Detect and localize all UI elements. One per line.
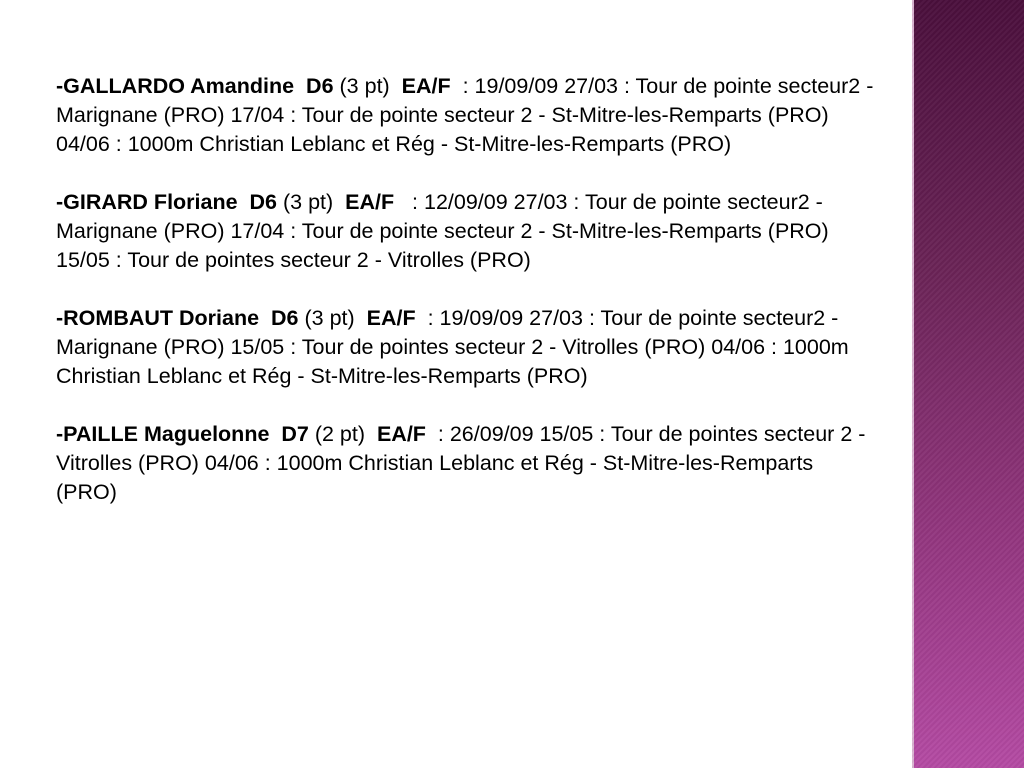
athlete-level: D7 — [281, 422, 309, 446]
athlete-points: (3 pt) — [304, 306, 355, 330]
athlete-category: EA/F — [345, 190, 395, 214]
athlete-name: -PAILLE Maguelonne — [56, 422, 270, 446]
athlete-points: (3 pt) — [339, 74, 390, 98]
athlete-details: : 26/09/09 15/05 : Tour de pointes secteur 2 - Vitrolles (PRO) 04/06 : 1000m Christian Leblanc et Rég - St-Mitre-les-Remparts (PRO) — [56, 422, 866, 504]
athlete-level: D6 — [271, 306, 299, 330]
athlete-name: -GIRARD Floriane — [56, 190, 238, 214]
athlete-category: EA/F — [376, 422, 426, 446]
athlete-details: : 19/09/09 27/03 : Tour de pointe secteur2 - Marignane (PRO) 17/04 : Tour de pointe secteur 2 - St-Mitre-les-Remparts (PRO) 04/06 : 1000m Christian Leblanc et Rég - St-Mitre-les-Remparts (PRO) — [56, 74, 874, 156]
athlete-category: EA/F — [366, 306, 416, 330]
entry-rombaut — [56, 304, 876, 391]
athlete-points: (3 pt) — [283, 190, 334, 214]
athlete-details: : 12/09/09 27/03 : Tour de pointe secteur2 - Marignane (PRO) 17/04 : Tour de pointe secteur 2 - St-Mitre-les-Remparts (PRO) 15/05 : Tour de pointes secteur 2 - Vitrolles (PRO) — [56, 190, 829, 272]
athlete-name: -GALLARDO Amandine — [56, 74, 295, 98]
decorative-side-bar — [912, 0, 1024, 768]
entry-girard — [56, 188, 876, 275]
athlete-details: : 19/09/09 27/03 : Tour de pointe secteur2 - Marignane (PRO) 15/05 : Tour de pointes secteur 2 - Vitrolles (PRO) 04/06 : 1000m Christian Leblanc et Rég - St-Mitre-les-Remparts (PRO) — [56, 306, 849, 388]
athlete-points: (2 pt) — [314, 422, 366, 446]
entry-gallardo — [56, 72, 876, 159]
athlete-name: -ROMBAUT Doriane — [56, 306, 260, 330]
athlete-category: EA/F — [401, 74, 451, 98]
athlete-level: D6 — [249, 190, 278, 214]
results-list — [56, 72, 876, 536]
athlete-level: D6 — [306, 74, 334, 98]
entry-paille — [56, 420, 876, 507]
